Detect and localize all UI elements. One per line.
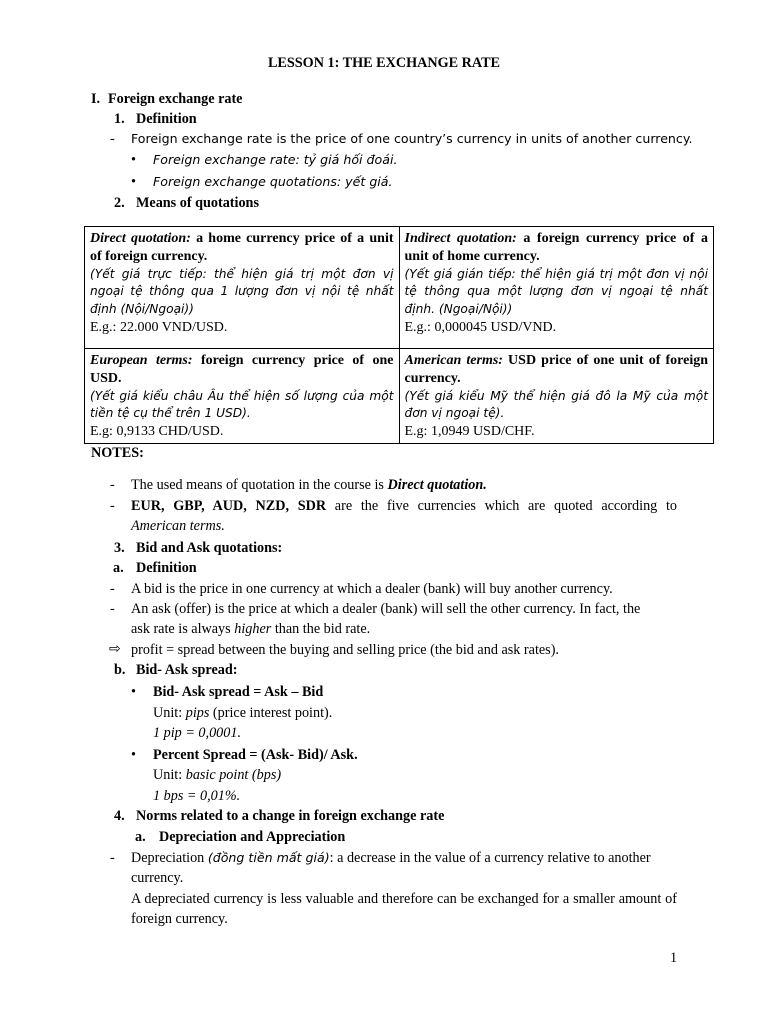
note-text: The used means of quotation in the course is [131, 477, 388, 493]
example: E.g: 1,0949 USD/CHF. [404, 424, 535, 440]
example: E.g.: 22.000 VND/USD. [90, 319, 228, 335]
term-label: American terms: [404, 353, 503, 368]
vietnamese-note: (Yết giá gián tiếp: thể hiện giá trị một đơn vị nội tệ thông qua một lượng đơn vị ngoại tệ nhất định. (Ngoại/Nội)) [404, 266, 708, 317]
depreciation-paragraph: A depreciated currency is less valuable and therefore can be exchanged for a smaller amount of foreign currency. [131, 891, 677, 927]
note-emphasis: Direct quotation. [387, 477, 487, 493]
subsection-heading: Means of quotations [136, 195, 259, 211]
vietnamese-note: (Yết giá kiểu Mỹ thể hiện giá đô la Mỹ của một đơn vị ngoại tệ). [404, 388, 708, 421]
unit-name: pips [185, 705, 210, 721]
quotation-table [84, 226, 714, 444]
ask-text: than the bid rate. [271, 621, 371, 637]
subsection-heading: Definition [136, 111, 197, 127]
subsection-number: 1. [114, 111, 125, 127]
european-terms-cell [85, 349, 400, 444]
currency-list: EUR, GBP, AUD, NZD, SDR [131, 498, 327, 514]
term-label: Direct quotation: [90, 231, 191, 246]
term-description: foreign currency price of one USD. [90, 353, 394, 386]
subsection-number: 4. [114, 808, 125, 824]
subsection-heading: Bid and Ask quotations: [136, 540, 283, 556]
note-text: are the five currencies which are quoted according to [326, 498, 677, 514]
dash-bullet: - [110, 131, 115, 147]
subsection-heading: Definition [136, 560, 197, 576]
example: E.g.: 0,000045 USD/VND. [404, 319, 557, 335]
dash-bullet: - [110, 601, 115, 617]
spread-formula: Bid- Ask spread = Ask – Bid [153, 684, 324, 700]
indirect-quotation-cell [399, 227, 714, 349]
spread-formula: Percent Spread = (Ask- Bid)/ Ask. [153, 747, 358, 763]
unit-value: 1 pip = 0,0001. [153, 725, 241, 741]
term: Depreciation [131, 850, 208, 866]
unit-value: 1 bps = 0,01%. [153, 788, 241, 804]
depreciation-definition-cont: currency. [131, 870, 184, 886]
bullet-dot: • [131, 152, 136, 168]
ask-text: ask rate is always [131, 621, 235, 637]
bid-definition: A bid is the price in one currency at which a dealer (bank) will buy another currency. [131, 581, 613, 597]
profit-statement: profit = spread between the buying and selling price (the bid and ask rates). [131, 642, 559, 658]
dash-bullet: - [110, 498, 115, 514]
bullet-dot: • [131, 684, 136, 700]
bullet-dot: • [131, 747, 136, 763]
subsection-number: 2. [114, 195, 125, 211]
dash-bullet: - [110, 581, 115, 597]
section-marker: I. [91, 91, 101, 107]
notes-heading: NOTES: [91, 445, 144, 461]
ask-emphasis: higher [234, 621, 272, 637]
arrow-icon: ⇨ [109, 641, 121, 657]
ask-definition: An ask (offer) is the price at which a dealer (bank) will sell the other currency. In fact, the [131, 601, 641, 617]
subsection-heading: Bid- Ask spread: [136, 662, 238, 678]
note-item [131, 476, 487, 494]
unit-name: basic point (bps) [185, 767, 282, 783]
vietnamese-note: (Yết giá trực tiếp: thể hiện giá trị một đơn vị ngoại tệ thông qua 1 lượng đơn vị nội tệ nhất định (Nội/Ngoại)) [90, 266, 394, 317]
term-label: Indirect quotation: [404, 231, 517, 246]
subsection-marker: a. [135, 829, 146, 845]
unit-label: Unit: [153, 705, 186, 721]
subsection-heading: Depreciation and Appreciation [159, 829, 346, 845]
bullet-dot: • [131, 174, 136, 190]
ask-definition-cont [131, 620, 370, 638]
direct-quotation-cell [85, 227, 400, 349]
note-emphasis: American terms. [131, 518, 225, 534]
american-terms-cell [399, 349, 714, 444]
subsection-marker: a. [113, 560, 124, 576]
unit-label: Unit: [153, 767, 186, 783]
term-description: a foreign currency price of a unit of home currency. [404, 231, 708, 264]
vietnamese-note: (Yết giá kiểu châu Âu thể hiện số lượng của một tiền tệ cụ thể trên 1 USD). [90, 388, 394, 421]
unit-line [153, 766, 281, 784]
depreciation-definition [131, 849, 651, 867]
lesson-title: LESSON 1: THE EXCHANGE RATE [267, 55, 501, 71]
example: E.g: 0,9133 CHD/USD. [90, 424, 224, 440]
unit-line [153, 704, 332, 722]
term-description: a home currency price of a unit of foreign currency. [90, 231, 394, 264]
dash-bullet: - [110, 477, 115, 493]
definition-text: Foreign exchange rate is the price of one country’s currency in units of another currency. [131, 131, 693, 146]
subsection-number: 3. [114, 540, 125, 556]
bullet-item: Foreign exchange rate: tỷ giá hối đoái. [153, 152, 398, 167]
subsection-heading: Norms related to a change in foreign exchange rate [136, 808, 445, 824]
term-label: European terms: [90, 353, 193, 368]
dash-bullet: - [110, 850, 115, 866]
bullet-item: Foreign exchange quotations: yết giá. [153, 174, 393, 189]
page-number: 1 [670, 950, 678, 966]
subsection-marker: b. [114, 662, 126, 678]
unit-desc: (price interest point). [209, 705, 333, 721]
vietnamese-term: (đồng tiền mất giá) [207, 850, 330, 865]
section-heading: Foreign exchange rate [108, 91, 243, 107]
note-item [131, 497, 677, 515]
term-description: USD price of one unit of foreign currency. [404, 353, 708, 386]
definition: : a decrease in the value of a currency relative to another [329, 850, 651, 866]
